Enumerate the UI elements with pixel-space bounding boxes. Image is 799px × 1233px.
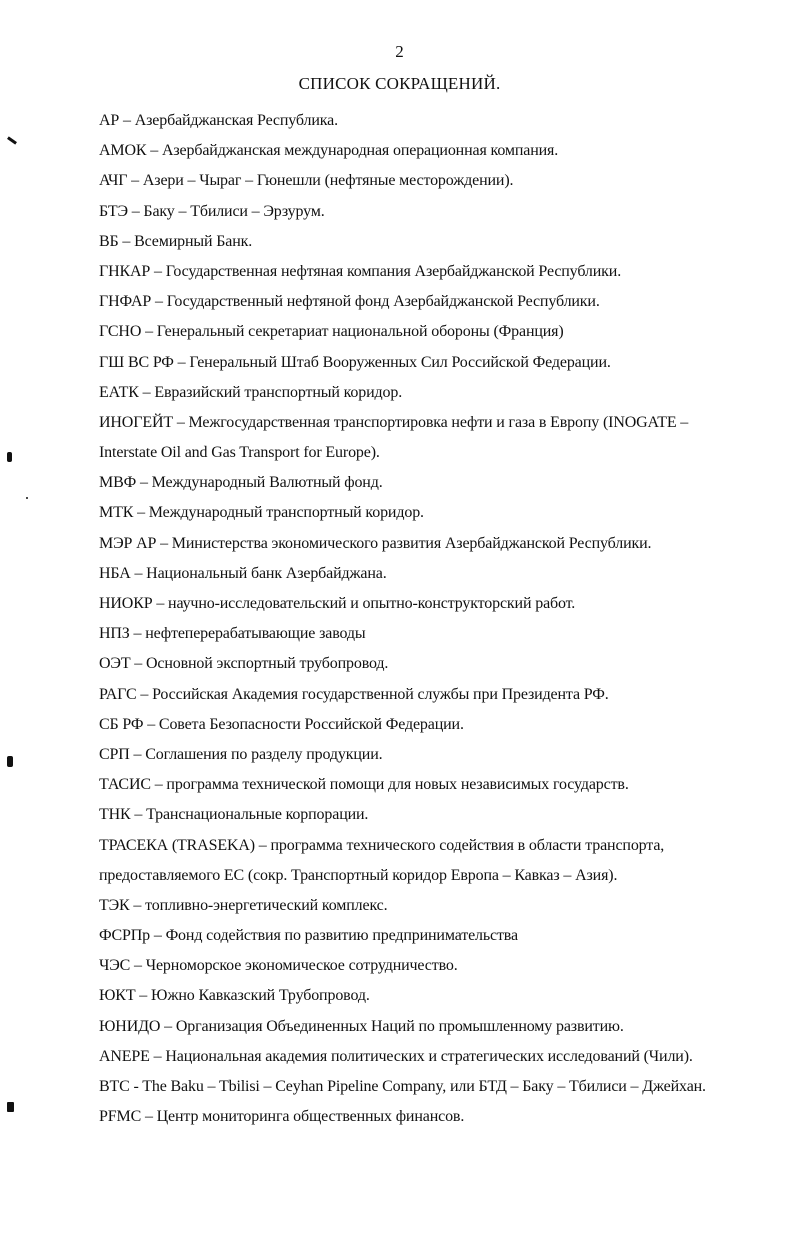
abbreviation-entry: АР – Азербайджанская Республика.: [99, 112, 338, 129]
abbreviation-entry: АМОК – Азербайджанская международная операционная компания.: [99, 142, 559, 160]
abbreviation-entry: НБА – Национальный банк Азербайджана.: [99, 564, 387, 582]
abbreviation-entry: ГНФАР – Государственный нефтяной фонд Азербайджанской Республики.: [99, 293, 600, 311]
abbreviation-entry: БТЭ – Баку – Тбилиси – Эрзурум.: [99, 202, 325, 220]
abbreviation-entry: РАГС – Российская Академия государственной службы при Президента РФ.: [99, 685, 609, 703]
abbreviation-entry: ВБ – Всемирный Банк.: [99, 232, 253, 250]
abbreviation-entry: ГШ ВС РФ – Генеральный Штаб Вооруженных Сил Российской Федерации.: [99, 353, 611, 371]
abbreviation-entry: ГНКАР – Государственная нефтяная компания Азербайджанской Республики.: [99, 262, 622, 280]
abbreviation-entry: ФСРПр – Фонд содействия по развитию предпринимательства: [99, 927, 518, 945]
abbreviation-entry: ИНОГЕЙТ – Межгосударственная транспортировка нефти и газа в Европу (INOGATE –: [99, 413, 689, 431]
abbreviation-entry: PFMC – Центр мониторинга общественных финансов.: [99, 1108, 465, 1126]
abbreviation-entry: ТЭК – топливно-энергетический комплекс.: [99, 896, 388, 914]
abbreviation-entry: ANEPE – Национальная академия политических и стратегических исследований (Чили).: [99, 1047, 693, 1065]
abbreviation-entry: ОЭТ – Основной экспортный трубопровод.: [99, 655, 389, 673]
scan-artifact: [7, 452, 12, 462]
abbreviation-list: [99, 106, 759, 1132]
scan-artifact: [26, 497, 28, 499]
abbreviation-entry: СРП – Соглашения по разделу продукции.: [99, 745, 383, 763]
abbreviation-entry: ЮКТ – Южно Кавказский Трубопровод.: [99, 987, 370, 1005]
scan-artifact: [7, 756, 13, 767]
abbreviation-entry: ТРАСЕКА (TRASEKA) – программа технического содействия в области транспорта,: [99, 836, 665, 854]
abbreviation-entry: ЧЭС – Черноморское экономическое сотрудничество.: [99, 957, 458, 975]
abbreviation-entry: МТК – Международный транспортный коридор.: [99, 504, 424, 522]
abbreviation-entry: МВФ – Международный Валютный фонд.: [99, 474, 383, 492]
scan-artifact: [7, 1102, 14, 1112]
page-number: 2: [395, 42, 404, 61]
abbreviation-entry: Interstate Oil and Gas Transport for Europe).: [99, 444, 380, 462]
abbreviation-entry: НПЗ – нефтеперерабатывающие заводы: [99, 625, 366, 643]
page-title: СПИСОК СОКРАЩЕНИЙ.: [298, 74, 501, 93]
abbreviation-entry: ЕАТК – Евразийский транспортный коридор.: [99, 383, 403, 401]
abbreviation-entry: ГСНО – Генеральный секретариат национальной обороны (Франция): [99, 323, 564, 341]
abbreviation-entry: ТАСИС – программа технической помощи для новых независимых государств.: [99, 776, 629, 794]
abbreviation-entry: ТНК – Транснациональные корпорации.: [99, 806, 369, 824]
abbreviation-entry: МЭР АР – Министерства экономического развития Азербайджанской Республики.: [99, 534, 652, 552]
abbreviation-entry: ЮНИДО – Организация Объединенных Наций по промышленному развитию.: [99, 1017, 624, 1035]
abbreviation-entry: СБ РФ – Совета Безопасности Российской Федерации.: [99, 715, 464, 733]
abbreviation-entry: BTC - The Baku – Tbilisi – Ceyhan Pipeline Company, или БТД – Баку – Тбилиси – Джейхан.: [99, 1078, 706, 1095]
abbreviation-entry: АЧГ – Азери – Чыраг – Гюнешли (нефтяные месторождении).: [99, 172, 514, 190]
abbreviation-entry: предоставляемого ЕС (сокр. Транспортный коридор Европа – Кавказ – Азия).: [99, 866, 618, 884]
scan-artifact: [7, 136, 17, 144]
abbreviation-entry: НИОКР – научно-исследовательский и опытно-конструкторский работ.: [99, 595, 576, 612]
